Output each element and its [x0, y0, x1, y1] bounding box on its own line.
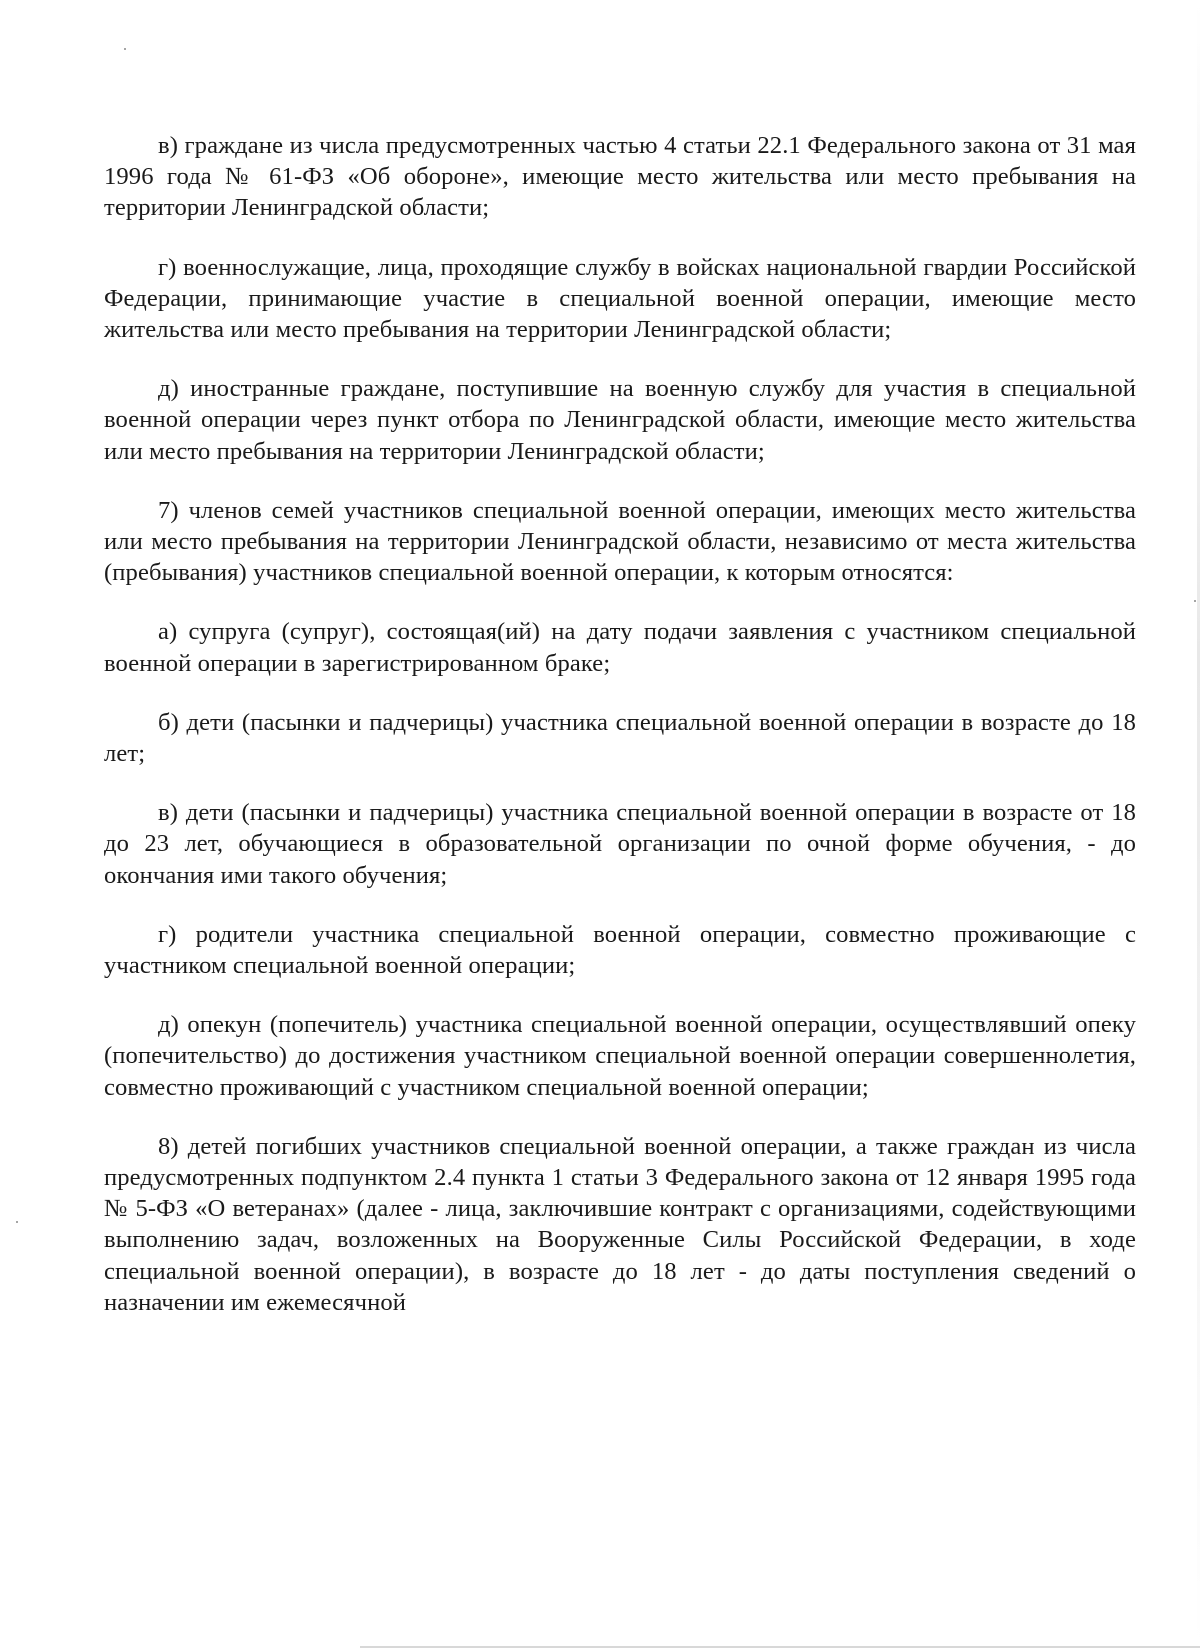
document-page — [104, 130, 1136, 1346]
paragraph-item-d-guardian: д) опекун (попечитель) участника специальной военной операции, осуществлявший опеку (попечительство) до достижения участником специальной военной операции совершеннолетия, совместно проживающий с участником специальной военной операции; — [104, 1011, 1136, 1101]
paragraph-point-7-family-members: 7) членов семей участников специальной военной операции, имеющих место жительства или место пребывания на территории Ленинградской области, независимо от места жительства (пребывания) участников специальной военной операции, к которым относятся: — [104, 496, 1136, 587]
paragraph-point-8-children-of-deceased: 8) детей погибших участников специальной военной операции, а также граждан из числа предусмотренных подпунктом 2.4 пункта 1 статьи 3 Федерального закона от 12 января 1995 года № 5-ФЗ «О ветеранах» (далее - лица, заключившие контракт с организациями, содействующими выполнению задач, возложенных на Вооруженные Силы Российской Федерации, в ходе специальной военной операции), в возрасте до 18 лет - до даты поступления сведений о назначении им ежемесячной — [104, 1132, 1136, 1316]
paragraph-item-g-parents: г) родители участника специальной военной операции, совместно проживающие с участником специальной военной операции; — [104, 920, 1136, 980]
scan-speck — [16, 1221, 18, 1223]
paragraph-item-d-foreign-citizens: д) иностранные граждане, поступившие на военную службу для участия в специальной военной операции через пункт отбора по Ленинградской области, имеющие место жительства или место пребывания на территории Ленинградской области; — [104, 375, 1136, 465]
scan-speck — [1194, 600, 1196, 602]
paragraph-item-v-children-18-23: в) дети (пасынки и падчерицы) участника специальной военной операции в возрасте от 18 до 23 лет, обучающиеся в образовательной организации по очной форме обучения, - до окончания ими такого обучения; — [104, 799, 1136, 889]
paragraph-item-b-children-under-18: б) дети (пасынки и падчерицы) участника специальной военной операции в возрасте до 18 лет; — [104, 708, 1136, 768]
scan-speck — [124, 48, 126, 50]
paragraph-item-g-servicemen: г) военнослужащие, лица, проходящие службу в войсках национальной гвардии Российской Федерации, принимающие участие в специальной военной операции, имеющие место жительства или место пребывания на территории Ленинградской области; — [104, 253, 1136, 344]
paragraph-item-v-citizens: в) граждане из числа предусмотренных частью 4 статьи 22.1 Федерального закона от 31 мая 1996 года № 61-ФЗ «Об обороне», имеющие место жительства или место пребывания на территории Ленинградской области; — [104, 132, 1136, 222]
paragraph-item-a-spouse: а) супруга (супруг), состоящая(ий) на дату подачи заявления с участником специальной военной операции в зарегистрированном браке; — [104, 618, 1136, 677]
